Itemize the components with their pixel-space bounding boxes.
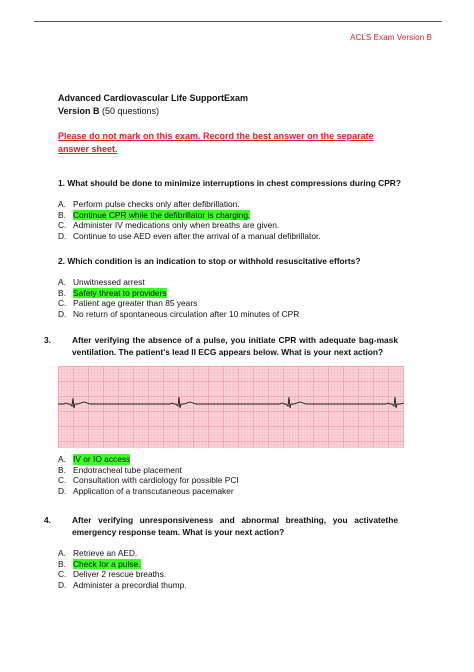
header-rule bbox=[34, 21, 442, 22]
option-text: Administer IV medications only when breaths are given. bbox=[73, 220, 280, 231]
option-letter: B. bbox=[58, 558, 66, 569]
question-text bbox=[44, 334, 398, 358]
option-text: Perform pulse checks only after defibrillation. bbox=[73, 199, 240, 209]
question-3 bbox=[44, 334, 398, 358]
option-text-highlighted: Continue CPR while the defibrillator is charging. bbox=[73, 209, 251, 220]
question-body: Which condition is an indication to stop or withhold resuscitative efforts? bbox=[67, 256, 361, 266]
option-letter: B. bbox=[58, 209, 66, 220]
option-c bbox=[58, 220, 408, 231]
question-text bbox=[58, 255, 408, 267]
version-label: Version B bbox=[58, 106, 100, 116]
option-text-highlighted: IV or IO access bbox=[73, 454, 131, 464]
option-letter: D. bbox=[58, 579, 67, 590]
option-text-highlighted: Check for a pulse. bbox=[73, 558, 141, 569]
option-letter: D. bbox=[58, 485, 67, 496]
exam-version bbox=[58, 105, 398, 118]
option-text: Deliver 2 rescue breaths. bbox=[73, 569, 167, 580]
version-detail: (50 questions) bbox=[99, 106, 160, 116]
option-d bbox=[58, 486, 408, 497]
exam-title: Advanced Cardiovascular Life SupportExam bbox=[58, 93, 249, 103]
exam-warning: Please do not mark on this exam. Record the best answer on the separate answer sheet. bbox=[58, 131, 374, 154]
option-letter: B. bbox=[58, 464, 66, 475]
question-number: 2. bbox=[58, 256, 65, 266]
option-b bbox=[58, 288, 408, 299]
option-letter: A. bbox=[58, 548, 66, 558]
option-letter: C. bbox=[58, 220, 67, 231]
header-label: ACLS Exam Version B bbox=[350, 33, 432, 42]
question-body: After verifying unresponsiveness and abnormal breathing, you activatethe emergency response team. What is your next action? bbox=[72, 515, 398, 537]
option-list bbox=[58, 199, 408, 241]
ecg-strip bbox=[58, 366, 404, 448]
option-letter: D. bbox=[58, 230, 67, 241]
option-d bbox=[58, 309, 408, 320]
option-c bbox=[58, 569, 398, 580]
question-4 bbox=[44, 514, 398, 590]
question-1 bbox=[58, 177, 408, 241]
option-text: No return of spontaneous circulation after 10 minutes of CPR bbox=[73, 308, 300, 319]
question-text bbox=[44, 514, 398, 538]
option-b bbox=[58, 210, 408, 221]
question-3-options bbox=[58, 454, 408, 496]
question-number: 1. bbox=[58, 178, 65, 188]
question-body: After verifying the absence of a pulse, you initiate CPR with adequate bag-mask ventilation. The patient's lead II ECG appears below. What is your next action? bbox=[72, 335, 398, 357]
option-list bbox=[58, 277, 408, 319]
option-list bbox=[58, 548, 398, 590]
question-number: 4. bbox=[44, 515, 51, 525]
exam-header bbox=[58, 92, 398, 156]
option-text: Administer a precordial thump. bbox=[73, 579, 187, 590]
option-letter: C. bbox=[58, 569, 67, 580]
option-text: Retrieve an AED. bbox=[73, 548, 138, 558]
option-letter: D. bbox=[58, 308, 67, 319]
option-text: Endotracheal tube placement bbox=[73, 464, 182, 475]
option-a bbox=[58, 454, 408, 465]
option-b bbox=[58, 559, 398, 570]
option-d bbox=[58, 580, 398, 591]
ecg-grid bbox=[58, 366, 404, 448]
option-letter: B. bbox=[58, 287, 66, 298]
option-c bbox=[58, 475, 408, 486]
option-c bbox=[58, 298, 408, 309]
option-letter: A. bbox=[58, 454, 66, 464]
option-text: Patient age greater than 85 years bbox=[73, 298, 198, 309]
option-a bbox=[58, 199, 408, 210]
option-a bbox=[58, 277, 408, 288]
option-letter: C. bbox=[58, 298, 67, 309]
option-text: Application of a transcutaneous pacemaker bbox=[73, 485, 234, 496]
option-d bbox=[58, 231, 408, 242]
option-letter: A. bbox=[58, 199, 66, 209]
question-body: What should be done to minimize interruptions in chest compressions during CPR? bbox=[67, 178, 401, 188]
question-text bbox=[58, 177, 408, 189]
option-text: Consultation with cardiology for possible PCI bbox=[73, 475, 239, 486]
question-number: 3. bbox=[44, 335, 51, 345]
option-letter: A. bbox=[58, 277, 66, 287]
question-2 bbox=[58, 255, 408, 319]
option-text-highlighted: Safety threat to providers bbox=[73, 287, 167, 298]
option-text: Unwitnessed arrest bbox=[73, 277, 145, 287]
option-letter: C. bbox=[58, 475, 67, 486]
option-b bbox=[58, 465, 408, 476]
option-a bbox=[58, 548, 398, 559]
option-text: Continue to use AED even after the arrival of a manual defibrillator. bbox=[73, 230, 321, 241]
